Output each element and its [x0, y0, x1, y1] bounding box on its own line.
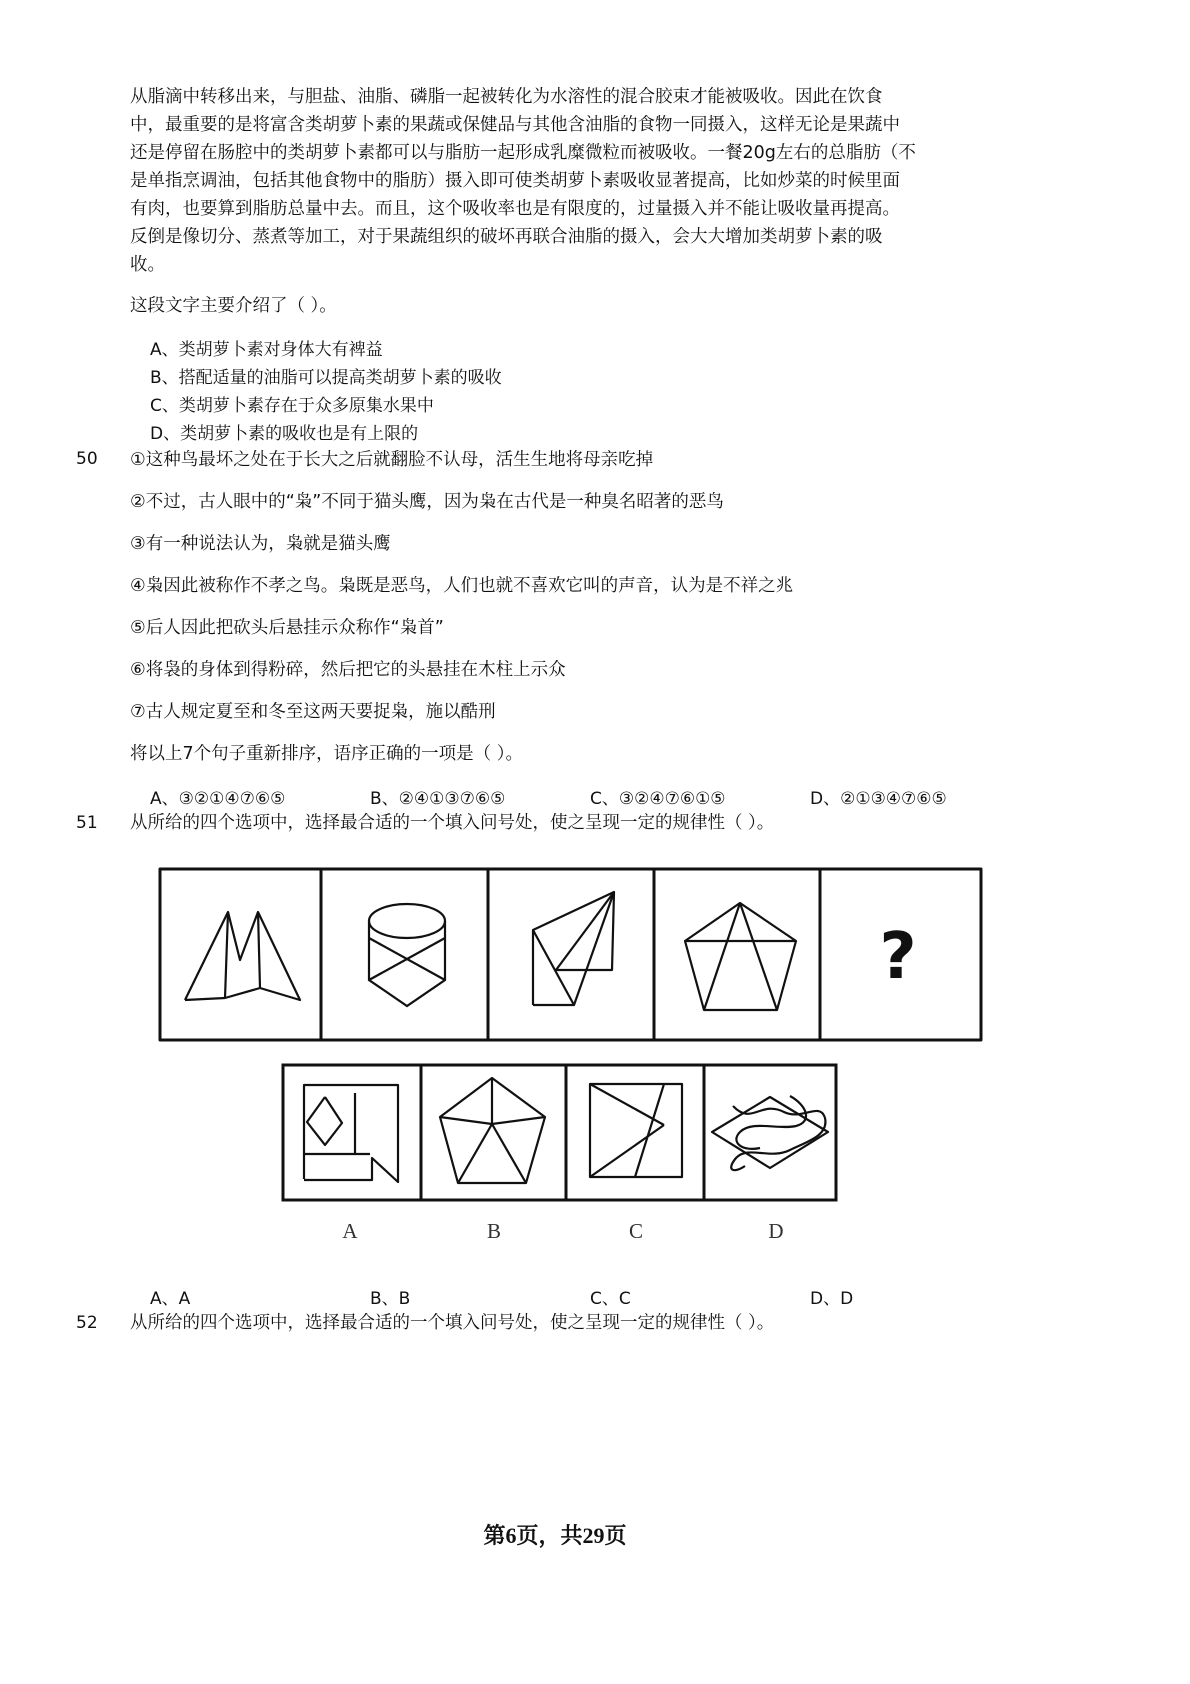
choice-d-figure: [712, 1096, 828, 1170]
option-a: A、类胡萝卜素对身体大有裨益: [150, 340, 383, 360]
pentagon-figure: [685, 903, 796, 1010]
option-b: B、搭配适量的油脂可以提高类胡萝卜素的吸收: [150, 368, 502, 388]
page-footer: 第6页，共29页: [483, 1523, 627, 1548]
sentence-1: ①这种鸟最坏之处在于长大之后就翻脸不认母，活生生地将母亲吃掉: [130, 450, 654, 470]
option-c: C、③②④⑦⑥①⑤: [590, 789, 726, 809]
choice-a-figure: [304, 1085, 398, 1182]
sentence-2: ②不过，古人眼中的“枭”不同于猫头鹰，因为枭在古代是一种臭名昭著的恶鸟: [130, 492, 724, 512]
choice-letter-b: B: [486, 1219, 502, 1243]
question-52-stem: 从所给的四个选项中，选择最合适的一个填入问号处，使之呈现一定的规律性（ ）。: [130, 1313, 775, 1333]
sentence-3: ③有一种说法认为，枭就是猫头鹰: [130, 534, 391, 554]
sentence-6: ⑥将袅的身体到得粉碎，然后把它的头悬挂在木柱上示众: [130, 660, 566, 680]
passage-line: 从脂滴中转移出来，与胆盐、油脂、磷脂一起被转化为水溶性的混合胶束才能被吸收。因此在饮食: [130, 87, 883, 107]
passage-line: 收。: [130, 255, 165, 275]
sentence-4: ④枭因此被称作不孝之鸟。枭既是恶鸟，人们也就不喜欢它叫的声音，认为是不祥之兆: [130, 576, 794, 596]
question-49-stem: 这段文字主要介绍了（ ）。: [130, 296, 337, 316]
option-c: C、C: [590, 1289, 631, 1309]
question-51-stem: 从所给的四个选项中，选择最合适的一个填入问号处，使之呈现一定的规律性（ ）。: [130, 813, 775, 833]
option-b: B、②④①③⑦⑥⑤: [370, 789, 506, 809]
choice-letter-a: A: [342, 1219, 358, 1243]
sentence-7: ⑦古人规定夏至和冬至这两天要捉枭，施以酷刑: [130, 702, 496, 722]
choice-c-figure: [590, 1084, 682, 1177]
question-50-stem: 将以上7个句子重新排序，语序正确的一项是（ ）。: [130, 744, 523, 764]
option-a: A、A: [150, 1289, 191, 1309]
passage-line: 有肉，也要算到脂肪总量中去。而且，这个吸收率也是有限度的，过量摄入并不能让吸收量再提高。: [130, 199, 900, 219]
option-d: D、类胡萝卜素的吸收也是有上限的: [150, 424, 419, 444]
option-d: D、D: [810, 1289, 854, 1309]
choice-letter-d: D: [768, 1219, 784, 1243]
option-b: B、B: [370, 1289, 411, 1309]
triangles-figure: [533, 892, 614, 1005]
passage-line: 中，最重要的是将富含类胡萝卜素的果蔬或保健品与其他含油脂的食物一同摄入，这样无论是果蔬中: [130, 115, 900, 135]
passage-line: 反倒是像切分、蒸煮等加工，对于果蔬组织的破坏再联合油脂的摄入，会大大增加类胡萝卜素的吸: [130, 227, 883, 247]
choice-b-figure: [440, 1078, 545, 1183]
question-number: 52: [76, 1313, 98, 1333]
question-number: 51: [76, 813, 98, 833]
passage-line: 是单指烹调油，包括其他食物中的脂肪）摄入即可使类胡萝卜素吸收显著提高，比如炒菜的时候里面: [130, 171, 900, 191]
cylinder-figure: [369, 904, 445, 1006]
option-c: C、类胡萝卜素存在于众多原集水果中: [150, 396, 434, 416]
question-number: 50: [76, 449, 98, 469]
m-shape-figure: [185, 912, 300, 1000]
sentence-5: ⑤后人因此把砍头后悬挂示众称作“枭首”: [130, 618, 444, 638]
option-d: D、②①③④⑦⑥⑤: [810, 789, 947, 809]
option-a: A、③②①④⑦⑥⑤: [150, 789, 286, 809]
question-mark: ?: [879, 920, 917, 994]
passage-line: 还是停留在肠腔中的类胡萝卜素都可以与脂肪一起形成乳糜微粒而被吸收。一餐20g左右的总脂肪（不: [130, 143, 916, 163]
choice-letter-c: C: [628, 1219, 644, 1243]
